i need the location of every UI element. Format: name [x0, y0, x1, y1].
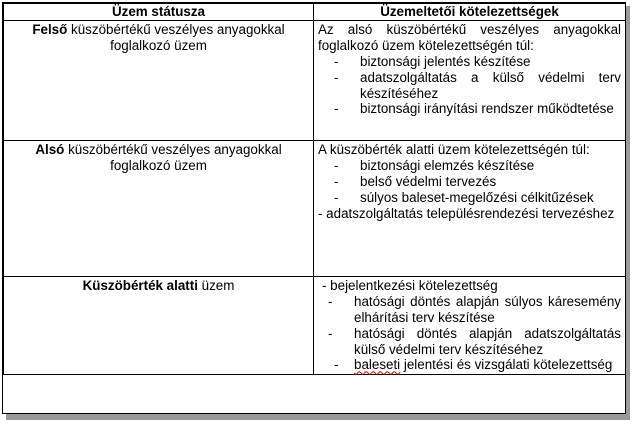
obligation-intro: A küszöbérték alatti üzem kötelezettségén túl:: [318, 141, 590, 157]
list-item: - biztonsági elemzés készítése: [334, 157, 535, 173]
table-row: [4, 20, 626, 140]
obligations-cell: [314, 276, 626, 374]
obligation-first: - bejelentkezési kötelezettség: [322, 277, 498, 293]
status-cell: [4, 140, 314, 276]
header-status: Üzem státusza: [4, 4, 314, 21]
obligations-table: [3, 3, 626, 375]
list-item: - hatósági döntés alapján adatszolgáltatás külső védelmi terv készítéséhez: [328, 325, 621, 357]
list-item: - biztonsági irányítási rendszer működtetése: [334, 101, 614, 117]
obligation-intro: Az alsó küszöbértékű veszélyes anyagokkal foglalkozó üzem kötelezettségén túl:: [318, 21, 621, 53]
list-item: - baleseti jelentési és vizsgálati kötelezettség: [334, 357, 613, 373]
table-row: [4, 140, 626, 276]
status-text: küszöbértékű veszélyes anyagokkal foglalkozó üzem: [67, 21, 285, 53]
status-text: üzem: [197, 277, 235, 293]
spellcheck-word: baleseti: [354, 357, 401, 373]
status-bold: Felső: [32, 21, 68, 37]
header-obligations: Üzemeltetői kötelezettségek: [314, 4, 626, 21]
header-row: [4, 4, 626, 21]
status-bold: Küszöbérték alatti: [82, 277, 198, 293]
obligation-extra: - adatszolgáltatás településrendezési tervezéshez: [318, 205, 615, 221]
list-item: - hatósági döntés alapján súlyos káresemény elhárítási terv készítése: [328, 293, 621, 325]
status-text: küszöbértékű veszélyes anyagokkal foglalkozó üzem: [64, 141, 282, 173]
obligations-cell: [314, 20, 626, 140]
status-bold: Alsó: [35, 141, 65, 157]
status-cell: [4, 276, 314, 374]
status-cell: [4, 20, 314, 140]
list-item: - súlyos baleset-megelőzési célkitűzések: [334, 189, 594, 205]
list-item: - adatszolgáltatás a külső védelmi terv készítéséhez: [334, 69, 621, 101]
obligations-cell: [314, 140, 626, 276]
list-item: - biztonsági jelentés készítése: [334, 53, 531, 69]
document-frame: [2, 2, 626, 414]
table-row: [4, 276, 626, 374]
list-item: - belső védelmi tervezés: [334, 173, 497, 189]
